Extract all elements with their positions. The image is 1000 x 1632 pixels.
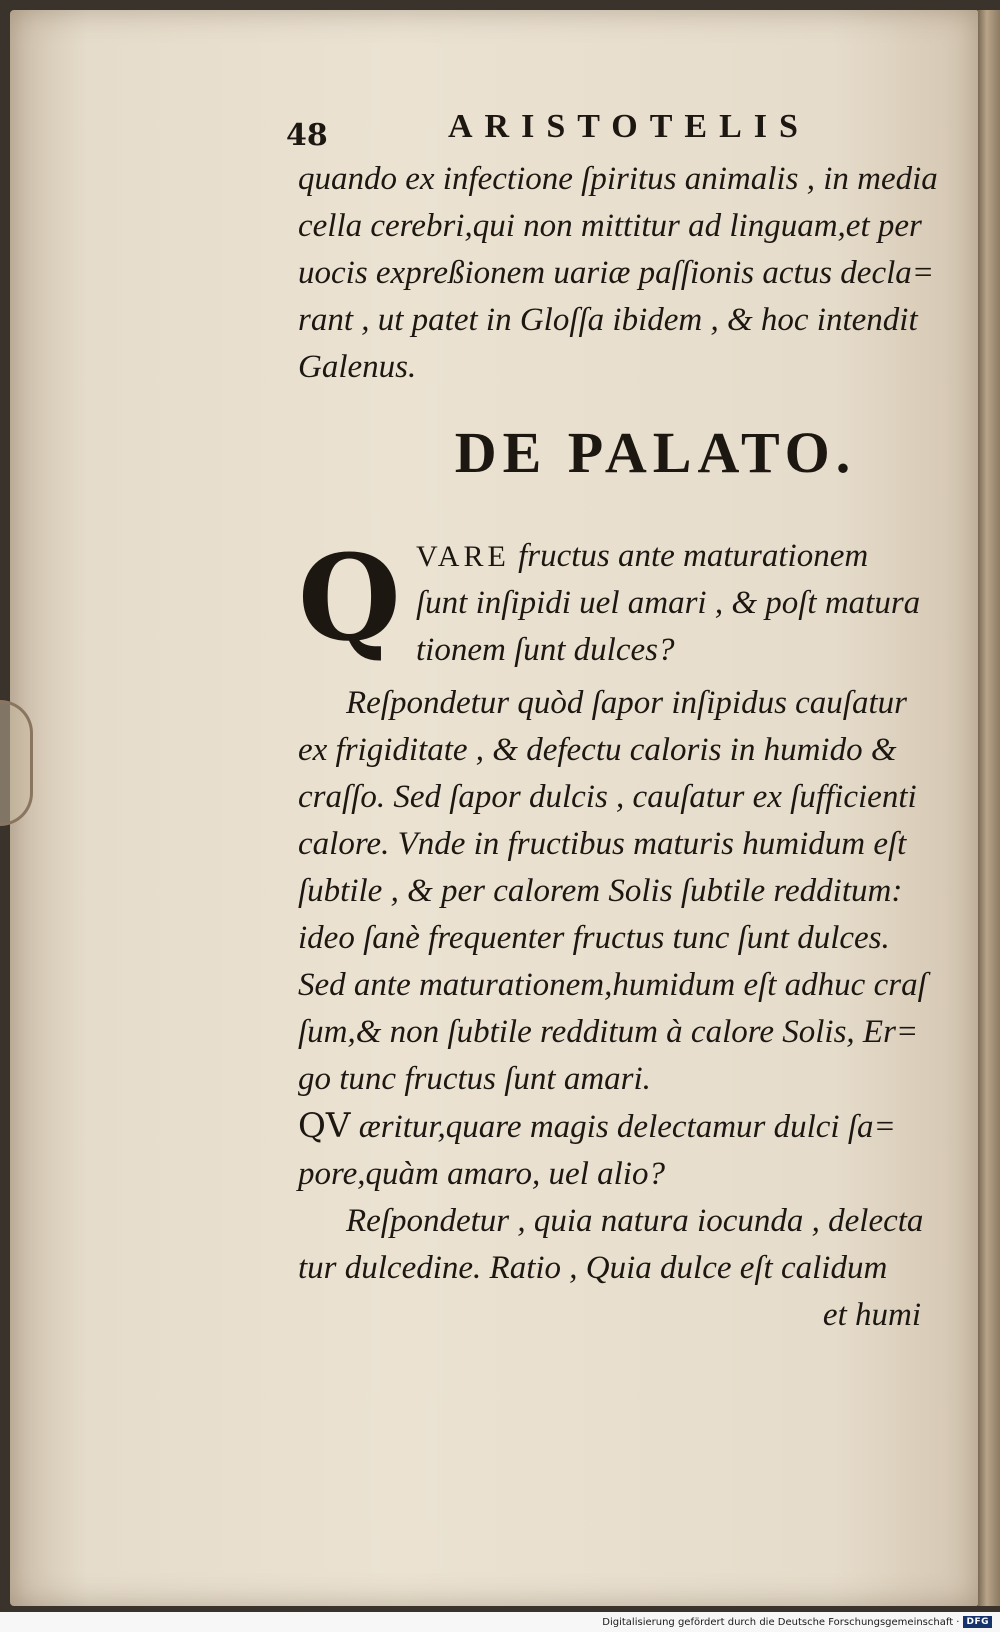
text-line: tur dulcedine. Ratio , Quia dulce eſt calidum [298,1250,888,1286]
text-line: uocis expreßionem uariæ paſſionis actus decla= [298,255,935,291]
running-head [286,100,953,156]
text-block [286,100,953,1339]
first-words: V [325,1106,351,1146]
section-heading: DE PALATO. [454,420,857,485]
drop-cap-initial: Q [298,528,401,667]
text-line: quando ex infectione ſpiritus animalis , in media [298,161,938,197]
text-line: ideo ſanè frequenter fructus tunc ſunt dulces. [298,920,890,956]
text-line: pore,quàm amaro, uel alio? [298,1156,665,1192]
dfg-logo: DFG [963,1616,992,1628]
text-line [298,1103,953,1151]
first-words: VARE [416,540,510,573]
text-line: rant , ut patet in Gloſſa ibidem , & hoc intendit [298,302,918,338]
continuation-paragraph [298,156,953,391]
text-line: Sed ante maturationem,humidum eſt adhuc craſ [298,967,927,1003]
text-line: Reſpondetur , quia natura iocunda , delecta [346,1203,924,1239]
footer-credit: Digitalisierung gefördert durch die Deutsche Forschungsgemeinschaft · [602,1616,960,1628]
text-line: craſſo. Sed ſapor dulcis , cauſatur ex ſufficienti [298,779,917,815]
text-line: cella cerebri,qui non mittitur ad linguam,et per [298,208,922,244]
running-title: ARISTOTELIS [448,108,810,145]
text-line: ex frigiditate , & defectu caloris in humido & [298,732,897,768]
text-span: fructus ante maturationem [518,538,869,574]
text-line: calore. Vnde in fructibus maturis humidum eſt [298,826,907,862]
text-line: Reſpondetur quòd ſapor inſipidus cauſatur [346,685,907,721]
text-span: æritur,quare magis delectamur dulci ſa= [358,1109,896,1145]
digitization-footer [0,1612,1000,1632]
text-line [416,533,953,580]
text-line: ſunt inſipidi uel amari , & poſt matura [416,585,921,621]
text-line: ſum,& non ſubtile redditum à calore Solis, Er= [298,1014,919,1050]
answer-2 [298,1198,953,1292]
catchword: et humi [822,1297,921,1333]
text-line: tionem ſunt dulces? [416,632,675,668]
text-line: go tunc fructus ſunt amari. [298,1061,651,1097]
text-line: ſubtile , & per calorem Solis ſubtile redditum: [298,873,903,909]
question-1 [298,528,953,674]
answer-1 [298,680,953,1103]
page-edge [978,10,1000,1606]
page-number: 48 [286,118,328,153]
text-line: Galenus. [298,349,417,385]
question-initial: Q [298,1106,326,1146]
question-2 [298,1103,953,1198]
page-clip [0,700,33,826]
